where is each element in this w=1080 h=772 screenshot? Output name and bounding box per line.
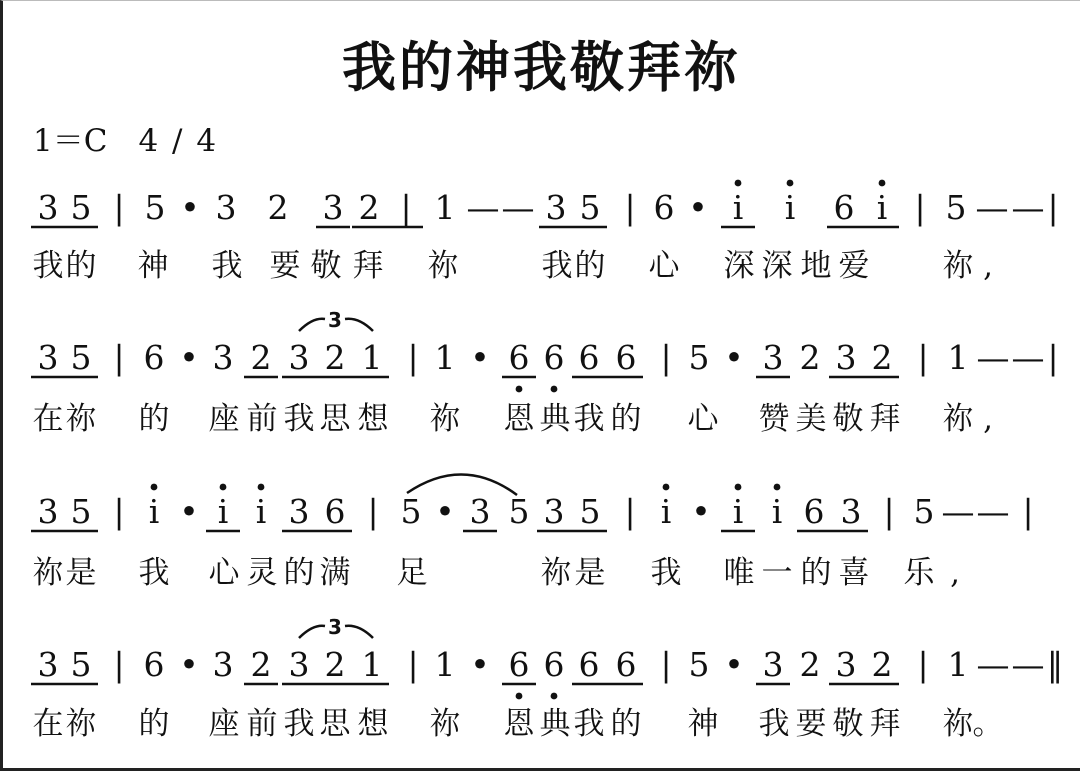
lyric-char: 祢 <box>65 401 97 437</box>
bar-line: | <box>1047 188 1059 227</box>
lyric-char: 祢 <box>942 401 974 437</box>
octave-dot-low <box>516 693 523 700</box>
bar-line: | <box>1022 492 1034 531</box>
lyric-char: 敬 <box>310 248 342 284</box>
note: 5 <box>70 492 92 531</box>
lyric-char: 心 <box>687 401 719 437</box>
octave-dot-high <box>663 484 670 491</box>
key-signature: 1＝C 4 / 4 <box>33 123 217 159</box>
lyric-char: 祢 <box>942 706 974 742</box>
triplet-number: 3 <box>328 308 342 332</box>
lyric-char: 的 <box>138 706 170 742</box>
dash-sustain: — <box>1011 188 1045 227</box>
dash-sustain: — <box>976 645 1010 684</box>
note: 2 <box>871 338 893 377</box>
triplet-arc-left <box>299 626 325 638</box>
lyric-char: 的 <box>65 248 97 284</box>
lyric-char: 我 <box>758 706 790 742</box>
lyric-char: 一 <box>761 555 793 591</box>
bar-line: | <box>1047 338 1059 377</box>
lyric-char: 深 <box>761 248 793 284</box>
note: i <box>660 492 672 531</box>
bar-line: | <box>113 645 125 684</box>
note: 1 <box>434 338 456 377</box>
bar-line: | <box>624 492 636 531</box>
song-title: 我的神我敬拜祢 <box>342 36 741 99</box>
dot-augment: • <box>470 338 490 377</box>
lyric-char: 拜 <box>869 706 901 742</box>
lyric-char: 地 <box>800 248 832 284</box>
note: 6 <box>803 492 825 531</box>
note: 3 <box>545 188 567 227</box>
dot-augment: • <box>691 492 711 531</box>
bar-line: | <box>407 338 419 377</box>
lyric-char: 前 <box>246 706 278 742</box>
note: 2 <box>799 338 821 377</box>
note: 3 <box>37 338 59 377</box>
note: 2 <box>324 645 346 684</box>
note: 6 <box>615 645 637 684</box>
bar-line: | <box>367 492 379 531</box>
note: i <box>876 188 888 227</box>
lyric-char: 思 <box>319 706 351 742</box>
lyric-char: 典 <box>539 401 571 437</box>
lyric-char: 敬 <box>832 401 864 437</box>
lyric-char: 想 <box>357 706 389 742</box>
octave-dot-high <box>774 484 781 491</box>
note: 1 <box>947 645 969 684</box>
lyric-char: , <box>950 555 960 591</box>
lyric-char: 敬 <box>832 706 864 742</box>
note: 6 <box>508 338 530 377</box>
note: 5 <box>945 188 967 227</box>
note: 6 <box>508 645 530 684</box>
note: 1 <box>947 338 969 377</box>
bar-line: | <box>400 188 412 227</box>
dash-sustain: — <box>1011 645 1045 684</box>
lyric-char: 恩 <box>503 401 535 437</box>
lyric-char: 祢 <box>65 706 97 742</box>
dot-augment: • <box>179 492 199 531</box>
note: 3 <box>840 492 862 531</box>
note: 3 <box>37 645 59 684</box>
dot-augment: • <box>724 645 744 684</box>
octave-dot-high <box>879 180 886 187</box>
lyric-char: 灵 <box>246 555 278 591</box>
dot-augment: • <box>470 645 490 684</box>
dot-augment: • <box>724 338 744 377</box>
note: 5 <box>913 492 935 531</box>
bar-line: | <box>660 645 672 684</box>
note: 5 <box>70 645 92 684</box>
note: 2 <box>250 645 272 684</box>
note: 3 <box>37 492 59 531</box>
lyric-char: 足 <box>396 555 428 591</box>
octave-dot-low <box>551 386 558 393</box>
note: 6 <box>143 645 165 684</box>
note: i <box>148 492 160 531</box>
note: 3 <box>835 338 857 377</box>
note: 2 <box>267 188 289 227</box>
note: i <box>217 492 229 531</box>
note: 3 <box>288 338 310 377</box>
lyric-char: 要 <box>795 706 827 742</box>
dot-augment: • <box>435 492 455 531</box>
note: 5 <box>70 338 92 377</box>
note: 6 <box>833 188 855 227</box>
lyric-char: 的 <box>610 706 642 742</box>
lyric-char: 前 <box>246 401 278 437</box>
note: i <box>732 188 744 227</box>
bar-line: | <box>660 338 672 377</box>
lyric-char: 祢 <box>942 248 974 284</box>
lyric-char: 我 <box>573 401 605 437</box>
note: 3 <box>215 188 237 227</box>
note: i <box>771 492 783 531</box>
octave-dot-high <box>258 484 265 491</box>
bar-line: | <box>883 492 895 531</box>
lyric-char: 我 <box>32 248 64 284</box>
lyric-char: , <box>983 401 993 437</box>
lyric-char: 座 <box>208 706 240 742</box>
triplet-arc-left <box>299 319 325 331</box>
lyric-char: 我 <box>138 555 170 591</box>
note: 3 <box>212 338 234 377</box>
lyric-char: 唯 <box>723 555 755 591</box>
octave-dot-high <box>735 484 742 491</box>
note: 1 <box>361 645 383 684</box>
dash-sustain: — <box>976 492 1010 531</box>
note: 5 <box>688 645 710 684</box>
note: 6 <box>543 338 565 377</box>
lyric-char: 美 <box>795 401 827 437</box>
note: i <box>784 188 796 227</box>
note: 3 <box>212 645 234 684</box>
final-bar-line: ‖ <box>1046 645 1064 684</box>
lyric-char: 拜 <box>869 401 901 437</box>
note: 1 <box>434 188 456 227</box>
octave-dot-high <box>220 484 227 491</box>
note: 6 <box>543 645 565 684</box>
note: 1 <box>361 338 383 377</box>
dot-augment: • <box>688 188 708 227</box>
note: 2 <box>324 338 346 377</box>
lyric-char: 的 <box>283 555 315 591</box>
lyric-char: 祢 <box>429 401 461 437</box>
note: 6 <box>578 338 600 377</box>
dot-augment: • <box>179 645 199 684</box>
bar-line: | <box>113 338 125 377</box>
lyric-char: , <box>983 248 993 284</box>
lyric-char: 心 <box>208 555 240 591</box>
lyric-char: 的 <box>800 555 832 591</box>
note: 5 <box>688 338 710 377</box>
note: 3 <box>288 645 310 684</box>
lyric-char: 在 <box>32 706 64 742</box>
note: 2 <box>871 645 893 684</box>
triplet-arc-right <box>345 626 373 638</box>
lyric-char: 的 <box>138 401 170 437</box>
note: 5 <box>579 492 601 531</box>
lyric-char: 典 <box>539 706 571 742</box>
slur-arc <box>407 474 517 495</box>
lyric-char: 我 <box>211 248 243 284</box>
dash-sustain: — <box>941 492 975 531</box>
note: 3 <box>543 492 565 531</box>
lyric-char: 我 <box>541 248 573 284</box>
octave-dot-high <box>151 484 158 491</box>
lyric-char: 的 <box>610 401 642 437</box>
octave-dot-high <box>787 180 794 187</box>
lyric-char: 要 <box>269 248 301 284</box>
lyric-char: 满 <box>319 555 351 591</box>
bar-line: | <box>407 645 419 684</box>
lyric-char: 神 <box>137 248 169 284</box>
lyric-char: 是 <box>574 555 606 591</box>
score-notation <box>3 1 1080 772</box>
note: 5 <box>579 188 601 227</box>
lyric-char: 。 <box>972 706 1004 742</box>
note: 2 <box>799 645 821 684</box>
note: i <box>732 492 744 531</box>
bar-line: | <box>113 492 125 531</box>
note: 2 <box>358 188 380 227</box>
note: 5 <box>144 188 166 227</box>
lyric-char: 祢 <box>429 706 461 742</box>
triplet-arc-right <box>345 319 373 331</box>
note: 6 <box>653 188 675 227</box>
lyric-char: 喜 <box>838 555 870 591</box>
note: 6 <box>324 492 346 531</box>
bar-line: | <box>113 188 125 227</box>
note: 2 <box>250 338 272 377</box>
note: 6 <box>143 338 165 377</box>
note: 6 <box>615 338 637 377</box>
note: 3 <box>322 188 344 227</box>
lyric-char: 祢 <box>32 555 64 591</box>
octave-dot-high <box>735 180 742 187</box>
lyric-char: 心 <box>648 248 680 284</box>
lyric-char: 乐 <box>903 555 935 591</box>
lyric-char: 深 <box>723 248 755 284</box>
note: 5 <box>70 188 92 227</box>
lyric-char: 思 <box>319 401 351 437</box>
dash-sustain: — <box>501 188 535 227</box>
dash-sustain: — <box>466 188 500 227</box>
note: 3 <box>835 645 857 684</box>
triplet-number: 3 <box>328 615 342 639</box>
dash-sustain: — <box>975 188 1009 227</box>
octave-dot-low <box>551 693 558 700</box>
lyric-char: 神 <box>687 706 719 742</box>
lyric-char: 我 <box>283 401 315 437</box>
note: 5 <box>400 492 422 531</box>
lyric-char: 座 <box>208 401 240 437</box>
dot-augment: • <box>179 338 199 377</box>
note: i <box>255 492 267 531</box>
note: 1 <box>434 645 456 684</box>
dash-sustain: — <box>1011 338 1045 377</box>
octave-dot-low <box>516 386 523 393</box>
lyric-char: 我 <box>283 706 315 742</box>
lyric-char: 拜 <box>352 248 384 284</box>
note: 3 <box>762 338 784 377</box>
bar-line: | <box>624 188 636 227</box>
lyric-char: 恩 <box>503 706 535 742</box>
lyric-char: 在 <box>32 401 64 437</box>
dash-sustain: — <box>976 338 1010 377</box>
note: 5 <box>508 492 530 531</box>
lyric-char: 的 <box>574 248 606 284</box>
note: 3 <box>288 492 310 531</box>
bar-line: | <box>917 645 929 684</box>
dot-augment: • <box>180 188 200 227</box>
bar-line: | <box>914 188 926 227</box>
bar-line: | <box>917 338 929 377</box>
lyric-char: 想 <box>357 401 389 437</box>
note: 6 <box>578 645 600 684</box>
note: 3 <box>469 492 491 531</box>
lyric-char: 祢 <box>540 555 572 591</box>
lyric-char: 祢 <box>427 248 459 284</box>
lyric-char: 我 <box>650 555 682 591</box>
note: 3 <box>762 645 784 684</box>
lyric-char: 爱 <box>838 248 870 284</box>
lyric-char: 赞 <box>758 401 790 437</box>
lyric-char: 我 <box>573 706 605 742</box>
lyric-char: 是 <box>65 555 97 591</box>
note: 3 <box>37 188 59 227</box>
